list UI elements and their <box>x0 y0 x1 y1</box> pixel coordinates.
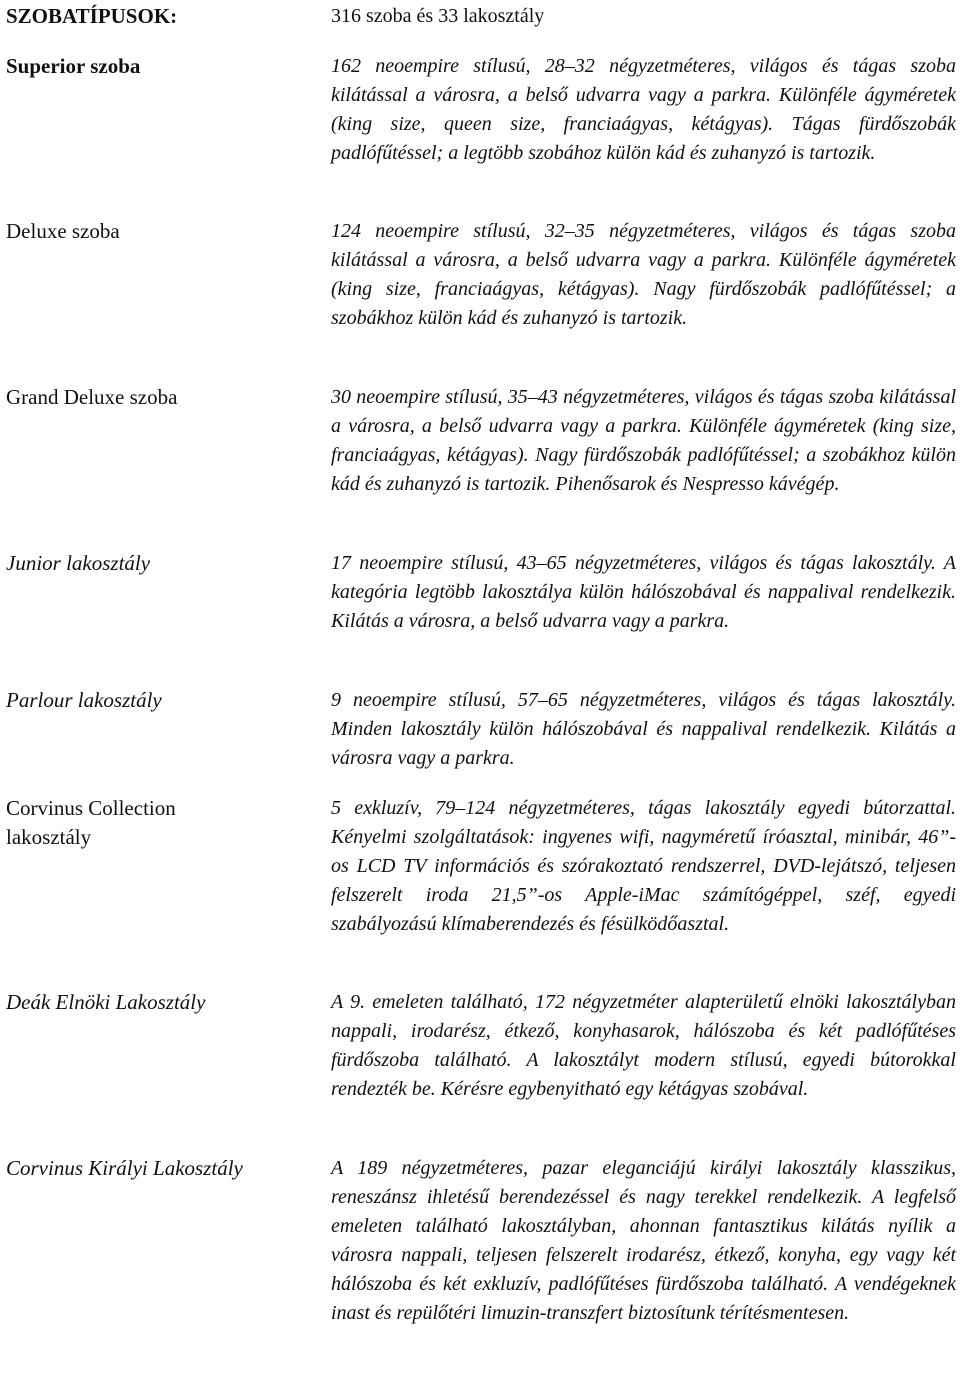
room-description: 124 neoempire stílusú, 32–35 négyzetméteres, világos és tágas szoba kilátással a városra, a belső udvarra vagy a parkra. Különféle ágyméretek (king size, franciaágyas, kétágyas). Nagy fürdőszobák padlófűtéssel; a szobákhoz külön kád és zuhanyzó is tartozik. <box>331 220 956 329</box>
room-description: 9 neoempire stílusú, 57–65 négyzetméteres, világos és tágas lakosztály. Minden lakosztály külön hálószobával és nappalival rendelkezik. Kilátás a városra vagy a parkra. <box>331 689 956 769</box>
room-name: Corvinus Királyi Lakosztály <box>6 1156 243 1180</box>
room-name: Junior lakosztály <box>6 551 151 575</box>
room-description: 162 neoempire stílusú, 28–32 négyzetméteres, világos és tágas szoba kilátással a városra, a belső udvarra vagy a parkra. Különféle ágyméretek (king size, queen size, franciaágyas, kétágyas). Tágas fürdőszobák padlófűtéssel; a legtöbb szobához külön kád és zuhanyzó is tartozik. <box>331 55 956 164</box>
room-name: Superior szoba <box>6 54 141 78</box>
room-description: A 189 négyzetméteres, pazar eleganciájú királyi lakosztály klasszikus, reneszánsz ihletésű berendezéssel és nagy terekkel rendelkezik. A legfelső emeleten található lakosztályban, ahonnan fantasztikus kilátás nyílik a városra nappali, teljesen felszerelt irodarész, étkező, konyha, egy vagy két hálószoba és két exkluzív, padlófűtéses fürdőszoba található. A vendégeknek inast és repülőtéri limuzin-transzfert biztosítunk térítésmentesen. <box>331 1157 956 1324</box>
room-description: 30 neoempire stílusú, 35–43 négyzetméteres, világos és tágas szoba kilátással a városra, a belső udvarra vagy a parkra. Különféle ágyméretek (king size, franciaágyas, kétágyas). Nagy fürdőszobák padlófűtéssel; a szobákhoz külön kád és zuhanyzó is tartozik. Pihenősarok és Nespresso kávégép. <box>331 386 956 495</box>
room-count-summary: 316 szoba és 33 lakosztály <box>331 5 545 27</box>
section-title: SZOBATÍPUSOK: <box>6 4 178 28</box>
room-name: Deák Elnöki Lakosztály <box>6 990 206 1014</box>
room-name: Deluxe szoba <box>6 219 120 243</box>
room-name: Corvinus Collection lakosztály <box>6 796 176 849</box>
room-name: Grand Deluxe szoba <box>6 385 178 409</box>
room-description: 17 neoempire stílusú, 43–65 négyzetméteres, világos és tágas lakosztály. A kategória legtöbb lakosztálya külön hálószobával és nappalival rendelkezik. Kilátás a városra, a belső udvarra vagy a parkra. <box>331 552 956 632</box>
room-name: Parlour lakosztály <box>6 688 162 712</box>
room-description: 5 exkluzív, 79–124 négyzetméteres, tágas lakosztály egyedi bútorzattal. Kényelmi szolgáltatások: ingyenes wifi, nagyméretű íróasztal, minibár, 46”-os LCD TV információs és szórakoztató rendszerrel, DVD-lejátszó, teljesen felszerelt iroda 21,5”-os Apple-iMac számítógéppel, széf, egyedi szabályozású klímaberendezés és fésülködőasztal. <box>331 797 956 935</box>
room-description: A 9. emeleten található, 172 négyzetméter alapterületű elnöki lakosztályban nappali, irodarész, étkező, konyhasarok, hálószoba és két padlófűtéses fürdőszoba található. A lakosztályt modern stílusú, egyedi bútorokkal rendezték be. Kérésre egybenyitható egy kétágyas szobával. <box>331 991 956 1100</box>
